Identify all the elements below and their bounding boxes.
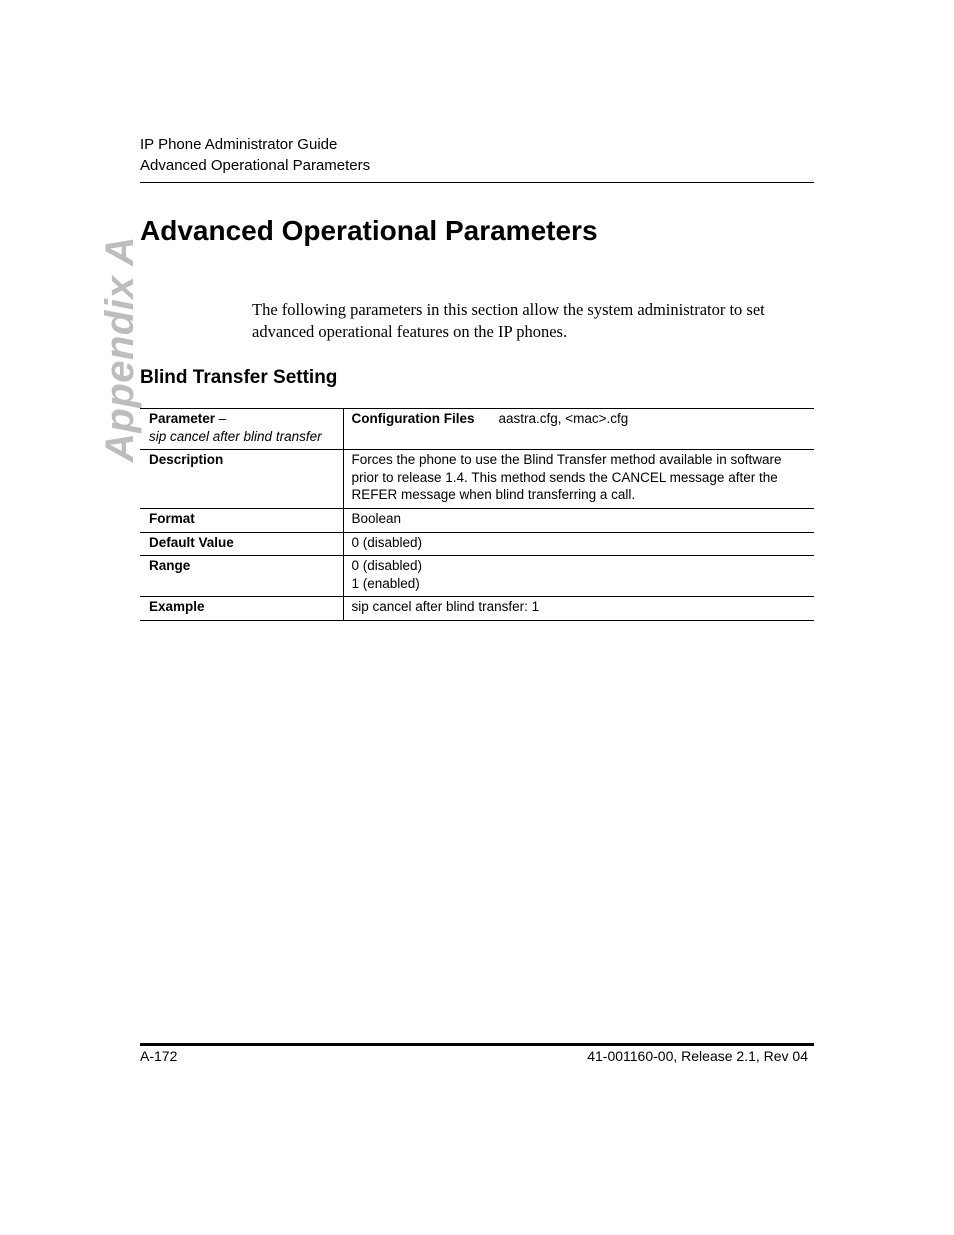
intro-paragraph: The following parameters in this section allow the system administrator to set advanced operational features on the IP phones.: [252, 300, 765, 341]
table-row: [140, 450, 814, 509]
range-value-line: 0 (disabled): [351, 558, 423, 573]
page-title: Advanced Operational Parameters: [140, 215, 598, 246]
row-value: Forces the phone to use the Blind Transfer method available in software prior to release 1.4. This method sends the CANCEL message after the REFER message when blind transferring a call.: [343, 450, 814, 509]
table-row: [140, 597, 814, 621]
table-row: [140, 556, 814, 597]
table-row: [140, 409, 814, 450]
parameter-dash: –: [215, 411, 227, 426]
config-files-label: Configuration Files: [351, 411, 475, 426]
parameter-name: sip cancel after blind transfer: [149, 428, 322, 444]
parameter-cell: [140, 409, 343, 450]
document-number: 41-001160-00, Release 2.1, Rev 04: [587, 1048, 808, 1064]
header-rule: [140, 182, 814, 183]
row-label: Range: [140, 556, 343, 597]
row-value: 0 (disabled): [343, 532, 814, 556]
row-value: Boolean: [343, 508, 814, 532]
parameter-label: Parameter: [149, 411, 216, 426]
row-label: Description: [140, 450, 343, 509]
row-label: Example: [140, 597, 343, 621]
parameter-table: [140, 408, 814, 621]
table-row: [140, 532, 814, 556]
row-label: Default Value: [140, 532, 343, 556]
appendix-side-tab: Appendix A: [98, 236, 142, 462]
config-files-value: aastra.cfg, <mac>.cfg: [498, 411, 629, 426]
row-label: Format: [140, 508, 343, 532]
table-row: [140, 508, 814, 532]
row-value: [343, 556, 814, 597]
running-header-section: Advanced Operational Parameters: [140, 157, 371, 174]
page-number: A-172: [140, 1048, 178, 1064]
footer-rule: [140, 1043, 814, 1046]
running-header-title: IP Phone Administrator Guide: [140, 136, 338, 153]
row-value: sip cancel after blind transfer: 1: [343, 597, 814, 621]
section-heading: Blind Transfer Setting: [140, 367, 338, 388]
range-value-line: 1 (enabled): [351, 575, 420, 591]
config-files-cell: [343, 409, 814, 450]
